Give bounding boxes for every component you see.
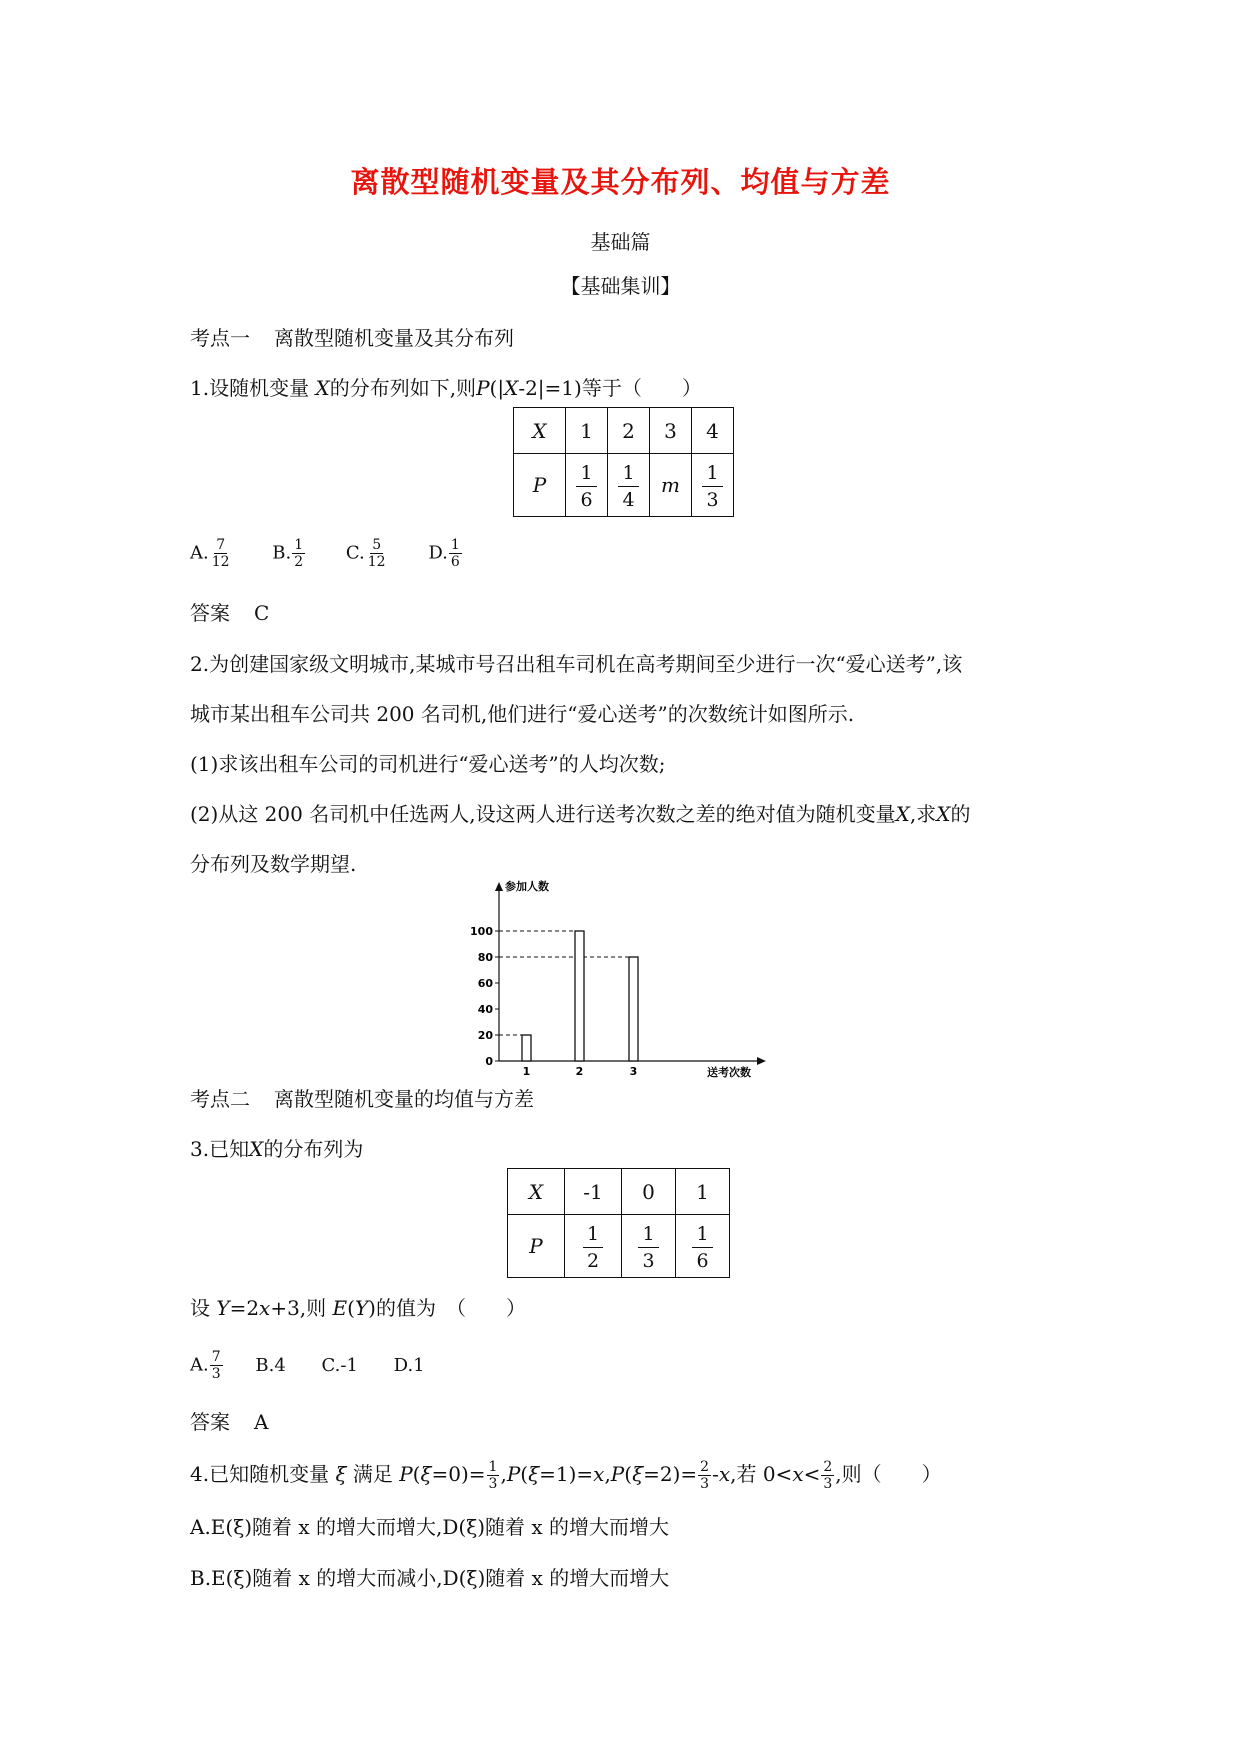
kaodian-1-text: 离散型随机变量及其分布列 (274, 326, 514, 350)
q3-prob-cell: $\frac{1}{2}$ (565, 1215, 622, 1278)
q1-header-cell: 3 (650, 408, 692, 454)
bar (522, 1035, 531, 1061)
question-3-stem: 3.已知X的分布列为 (190, 1137, 364, 1161)
bar-chart (460, 878, 780, 1078)
q3-option-c: C.-1 (321, 1354, 358, 1376)
q4-option-a: A.E(ξ)随着 x 的增大而增大,D(ξ)随着 x 的增大而增大 (190, 1515, 670, 1539)
y-tick-label: 0 (485, 1055, 493, 1068)
question-4-stem: 4.已知随机变量 ξ 满足 P(ξ=0)= $\frac{1}{3}$ ,P(ξ=1)=x,P(ξ=2)= $\frac{2}{3}$ -x,若 0<x< $\frac{2}{3}$ ,则（ ） (190, 1459, 942, 1492)
y-tick-label: 20 (477, 1029, 493, 1042)
section-title: 基础篇 (590, 230, 651, 254)
answer-label: 答案 (190, 601, 230, 625)
bar (575, 931, 584, 1061)
q4-option-b: B.E(ξ)随着 x 的增大而减小,D(ξ)随着 x 的增大而增大 (190, 1566, 670, 1590)
y-tick-label: 100 (470, 925, 493, 938)
q1-text-b: 的分布列如下,则 (329, 376, 477, 400)
q1-option-d: D. $\frac{1}{6}$ (428, 537, 460, 570)
x-axis-arrow (757, 1057, 766, 1065)
q1-option-a: A. $\frac{7}{12}$ (190, 537, 230, 570)
y-tick-label: 60 (477, 977, 493, 990)
q1-text-c: (| (489, 376, 505, 400)
q1-prob-cell: m (650, 454, 692, 517)
q1-header-cell: 4 (692, 408, 734, 454)
q3-option-d: D.1 (393, 1354, 425, 1376)
q3-header-cell: 0 (622, 1169, 676, 1215)
q1-prob-cell: $\frac{1}{4}$ (608, 454, 650, 517)
q1-header-label: X (514, 408, 566, 454)
answer-label: 答案 (190, 1410, 230, 1434)
q3-options (190, 1350, 459, 1381)
q2-line-1: 2.为创建国家级文明城市,某城市号召出租车司机在高考期间至少进行一次“爱心送考”,该 (190, 652, 963, 676)
kaodian-2 (190, 1083, 534, 1112)
q1-distribution-table (513, 407, 734, 517)
q3-header-label: X (508, 1169, 565, 1215)
q2-line-2: 城市某出租车公司共 200 名司机,他们进行“爱心送考”的次数统计如图所示. (190, 702, 855, 726)
q2-part-2: (2)从这 200 名司机中任选两人,设这两人进行送考次数之差的绝对值为随机变量X,求X的 (190, 802, 971, 826)
kaodian-1-label: 考点一 (190, 326, 250, 350)
q3-prob-cell: $\frac{1}{3}$ (622, 1215, 676, 1278)
q3-answer (190, 1406, 268, 1435)
q1-prob-cell: $\frac{1}{6}$ (566, 454, 608, 517)
answer-value: A (254, 1410, 269, 1434)
bar (629, 957, 638, 1061)
q3-header-cell: 1 (676, 1169, 730, 1215)
q1-option-c: C. $\frac{5}{12}$ (345, 537, 386, 570)
q1-prob-cell: $\frac{1}{3}$ (692, 454, 734, 517)
answer-value: C (254, 601, 270, 625)
subsection-title: 【基础集训】 (560, 274, 681, 298)
x-axis-label: 送考次数 (707, 1066, 751, 1078)
y-axis-arrow (495, 882, 503, 891)
q1-header-cell: 2 (608, 408, 650, 454)
x-tick-label: 2 (575, 1065, 584, 1078)
q3-row-label: P (508, 1215, 565, 1278)
question-1-stem (190, 372, 702, 401)
x-tick-label: 3 (629, 1065, 638, 1078)
q3-option-b: B.4 (255, 1354, 286, 1376)
q1-row-label: P (514, 454, 566, 517)
q3-option-a: A. $\frac{7}{3}$ (190, 1349, 221, 1382)
kaodian-2-text: 离散型随机变量的均值与方差 (274, 1087, 534, 1111)
q3-distribution-table (507, 1168, 730, 1278)
q1-var-p: P (476, 376, 490, 400)
q1-header-cell: 1 (566, 408, 608, 454)
q1-var-x2: X (504, 376, 519, 400)
y-axis-label: 参加人数 (505, 880, 549, 893)
y-tick-label: 80 (477, 951, 493, 964)
kaodian-2-label: 考点二 (190, 1087, 250, 1111)
q3-header-cell: -1 (565, 1169, 622, 1215)
q2-part-1: (1)求该出租车公司的司机进行“爱心送考”的人均次数; (190, 752, 666, 776)
page-title: 离散型随机变量及其分布列、均值与方差 (350, 165, 891, 199)
q1-text-d: -2|=1)等于（ ） (518, 376, 702, 400)
q3-condition: 设 Y=2x+3,则 E(Y)的值为 （ ） (190, 1296, 526, 1320)
q1-var-x: X (315, 376, 330, 400)
q2-part-2-line-2: 分布列及数学期望. (190, 852, 357, 876)
kaodian-1 (190, 322, 514, 351)
q1-options (190, 538, 497, 569)
q1-option-b: B. $\frac{1}{2}$ (272, 537, 304, 570)
x-tick-label: 1 (522, 1065, 531, 1078)
q1-text-a: 1.设随机变量 (190, 376, 310, 400)
q1-answer (190, 597, 269, 626)
q3-prob-cell: $\frac{1}{6}$ (676, 1215, 730, 1278)
y-tick-label: 40 (477, 1003, 493, 1016)
